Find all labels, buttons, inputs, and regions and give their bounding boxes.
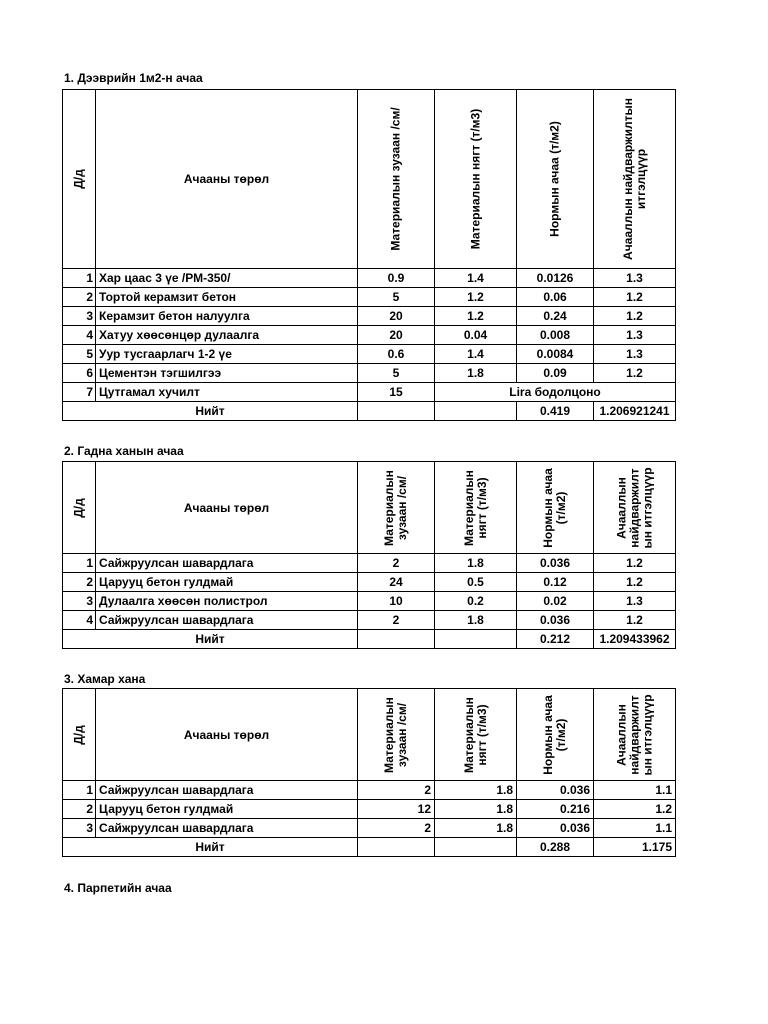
row-name: Сайжруулсан шавардлага [96,554,358,573]
row-no: 4 [63,326,96,345]
row-no: 2 [63,573,96,592]
row-name: Сайжруулсан шавардлага [96,611,358,630]
row-norm: 0.06 [517,288,594,307]
table-row [63,800,676,819]
row-no: 5 [63,345,96,364]
row-thickness: 2 [358,554,435,573]
header-type: Ачааны төрөл [96,462,358,554]
total-thickness-empty [358,402,435,421]
row-norm: 0.216 [517,800,594,819]
table-row [63,554,676,573]
row-name: Сайжруулсан шавардлага [96,781,358,800]
row-thickness: 12 [358,800,435,819]
row-name: Хатуу хөөсөнцөр дулаалга [96,326,358,345]
row-name: Керамзит бетон налуулга [96,307,358,326]
header-norm: Нормын ачаа (т/м2) [517,689,594,781]
section-2-title: 2. Гадна ханын ачаа [64,444,184,458]
row-density: 1.4 [435,269,517,288]
row-name: Царууц бетон гулдмай [96,573,358,592]
table-row [63,573,676,592]
total-row [63,630,676,649]
total-row [63,402,676,421]
row-norm: 0.0084 [517,345,594,364]
section-4-title: 4. Парпетийн ачаа [64,881,172,895]
row-thickness: 5 [358,288,435,307]
total-thickness-empty [358,630,435,649]
header-density: Материалын нягт (т/м3) [435,90,517,269]
total-row [63,838,676,857]
header-thickness: Материалын зузаан /см/ [358,90,435,269]
total-density-empty [435,838,517,857]
row-name: Тортой керамзит бетон [96,288,358,307]
header-norm: Нормын ачаа (т/м2) [517,462,594,554]
header-type: Ачааны төрөл [96,90,358,269]
total-density-empty [435,630,517,649]
row-factor: 1.2 [594,364,676,383]
row-factor: 1.3 [594,592,676,611]
row-density: 0.5 [435,573,517,592]
row-no: 3 [63,307,96,326]
row-name: Дулаалга хөөсөн полистрол [96,592,358,611]
total-norm: 0.212 [517,630,594,649]
row-no: 3 [63,819,96,838]
row-no: 1 [63,781,96,800]
row-no: 2 [63,288,96,307]
row-no: 7 [63,383,96,402]
row-factor: 1.2 [594,800,676,819]
row-factor: 1.2 [594,554,676,573]
row-thickness: 20 [358,307,435,326]
header-no: Д/д [63,90,96,269]
section-3-title: 3. Хамар хана [64,672,146,686]
row-density: 1.4 [435,345,517,364]
row-no: 6 [63,364,96,383]
row-name: Цутгамал хучилт [96,383,358,402]
row-thickness: 0.6 [358,345,435,364]
table-row [63,611,676,630]
total-norm: 0.419 [517,402,594,421]
row-factor: 1.3 [594,345,676,364]
total-factor: 1.206921241 [594,402,676,421]
total-density-empty [435,402,517,421]
table-row [63,364,676,383]
row-no: 2 [63,800,96,819]
row-thickness: 2 [358,781,435,800]
total-label: Нийт [63,630,358,649]
row-norm: 0.036 [517,819,594,838]
row-thickness: 2 [358,819,435,838]
row-thickness: 0.9 [358,269,435,288]
row-name: Хар цаас 3 үе /РМ-350/ [96,269,358,288]
roof-load-table [62,89,676,421]
row-norm: 0.008 [517,326,594,345]
row-merged-note: Lira бодолцоно [435,383,676,402]
row-density: 1.8 [435,800,517,819]
section-1-title: 1. Дээврийн 1м2-н ачаа [64,71,203,85]
header-type: Ачааны төрөл [96,689,358,781]
row-thickness: 15 [358,383,435,402]
row-density: 1.8 [435,364,517,383]
total-thickness-empty [358,838,435,857]
row-factor: 1.2 [594,611,676,630]
table-row [63,592,676,611]
total-label: Нийт [63,402,358,421]
row-density: 1.8 [435,554,517,573]
row-no: 1 [63,269,96,288]
total-factor: 1.175 [594,838,676,857]
row-norm: 0.12 [517,573,594,592]
header-thickness: Материалын зузаан /см/ [358,462,435,554]
total-factor: 1.209433962 [594,630,676,649]
header-no: Д/д [63,462,96,554]
row-factor: 1.3 [594,269,676,288]
row-thickness: 10 [358,592,435,611]
table-row [63,326,676,345]
header-factor: Ачааллын найдваржилтын итгэлцүүр [594,90,676,269]
header-density: Материалын нягт (т/м3) [435,462,517,554]
row-norm: 0.036 [517,611,594,630]
row-density: 1.2 [435,288,517,307]
row-factor: 1.2 [594,288,676,307]
row-thickness: 20 [358,326,435,345]
row-thickness: 5 [358,364,435,383]
row-norm: 0.09 [517,364,594,383]
exterior-wall-load-table [62,461,676,649]
row-density: 0.04 [435,326,517,345]
row-norm: 0.24 [517,307,594,326]
row-density: 0.2 [435,592,517,611]
row-norm: 0.036 [517,781,594,800]
row-factor: 1.2 [594,307,676,326]
header-density: Материалын нягт (т/м3) [435,689,517,781]
table-row [63,288,676,307]
row-density: 1.8 [435,819,517,838]
row-name: Сайжруулсан шавардлага [96,819,358,838]
row-name: Царууц бетон гулдмай [96,800,358,819]
table-row [63,383,676,402]
row-factor: 1.2 [594,573,676,592]
row-density: 1.8 [435,611,517,630]
row-name: Цементэн тэгшилгээ [96,364,358,383]
parapet-wall-load-table [62,688,676,857]
row-density: 1.2 [435,307,517,326]
row-name: Уур тусгаарлагч 1-2 үе [96,345,358,364]
table-row [63,269,676,288]
total-norm: 0.288 [517,838,594,857]
header-thickness: Материалын зузаан /см/ [358,689,435,781]
row-thickness: 24 [358,573,435,592]
table-row [63,781,676,800]
table-row [63,345,676,364]
header-factor: Ачааллын найдваржилт ын итгэлцүүр [594,689,676,781]
header-norm: Нормын ачаа (т/м2) [517,90,594,269]
row-norm: 0.036 [517,554,594,573]
row-norm: 0.0126 [517,269,594,288]
row-thickness: 2 [358,611,435,630]
row-factor: 1.3 [594,326,676,345]
table-row [63,307,676,326]
row-density: 1.8 [435,781,517,800]
row-factor: 1.1 [594,781,676,800]
row-norm: 0.02 [517,592,594,611]
total-label: Нийт [63,838,358,857]
row-no: 4 [63,611,96,630]
table-row [63,819,676,838]
row-factor: 1.1 [594,819,676,838]
header-no: Д/д [63,689,96,781]
row-no: 1 [63,554,96,573]
row-no: 3 [63,592,96,611]
header-factor: Ачааллын найдваржилт ын итгэлцүүр [594,462,676,554]
